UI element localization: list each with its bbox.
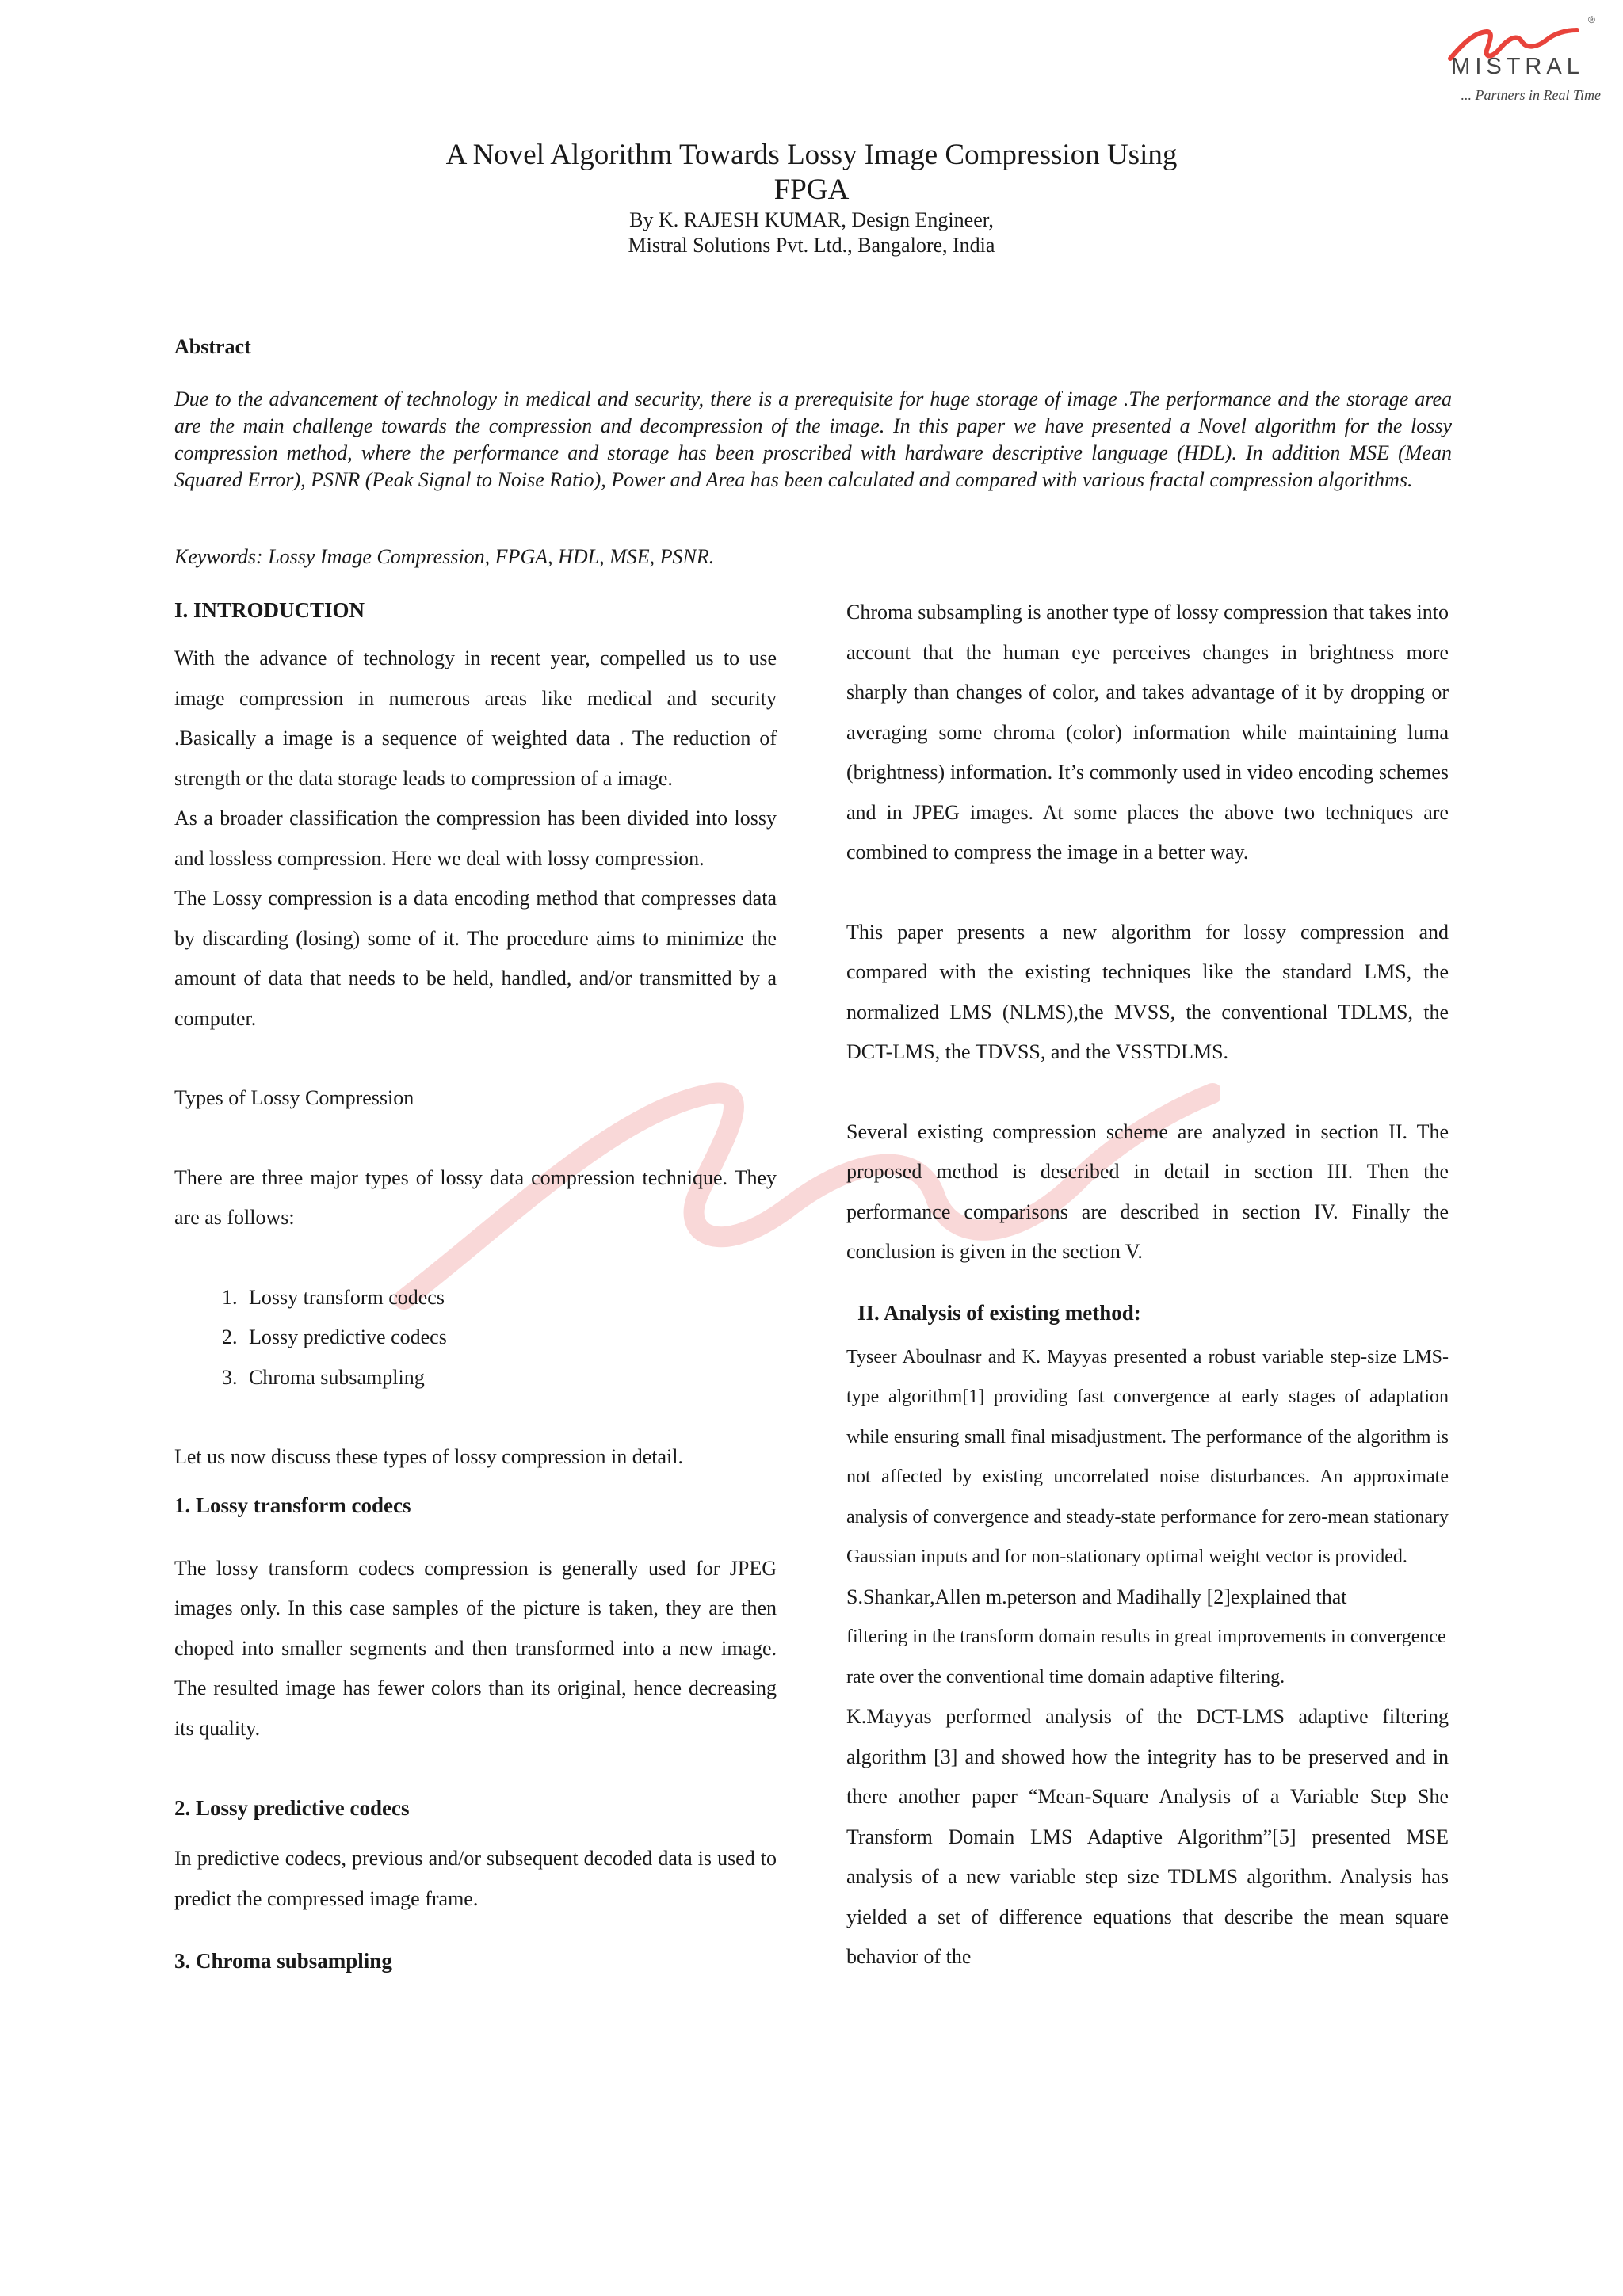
types-heading: Types of Lossy Compression bbox=[174, 1086, 414, 1109]
analysis-paragraph-2-body: filtering in the transform domain results in great improvements in convergence rate over the conventional time domain adaptive filtering. bbox=[846, 1627, 1446, 1688]
analysis-paragraph-1: Tyseer Aboulnasr and K. Mayyas presented a robust variable step-size LMS-type algorithm[1] providing fast convergence at early stages of adaptation while ensuring small final misadjustment. The performance of the algorithm is not affected by existing uncorrelated noise disturbances. An approximate analysis of convergence and steady-state performance for zero-mean stationary Gaussian inputs and for non-stationary optimal weight vector is provided. bbox=[846, 1346, 1449, 1567]
analysis-heading: II. Analysis of existing method: bbox=[857, 1300, 1141, 1325]
analysis-paragraph-3: K.Mayyas performed analysis of the DCT-LMS adaptive filtering algorithm [3] and showed how the integrity has to be preserved and in there another paper “Mean-Square Analysis of a Variable Step She Transform Domain LMS Adaptive Algorithm”[5] presented MSE analysis of a new variable step size TDLMS algorithm. Analysis has yielded a set of difference equations that describe the mean square behavior of the bbox=[846, 1705, 1449, 1968]
section-3-heading: 3. Chroma subsampling bbox=[174, 1949, 392, 1973]
intro-paragraph-3: The Lossy compression is a data encoding method that compresses data by discarding (losing) some of it. The procedure aims to minimize the amount of data that needs to be held, handled, and/or transmitted by a computer. bbox=[174, 887, 777, 1030]
abstract-heading: Abstract bbox=[174, 335, 251, 358]
keywords: Keywords: Lossy Image Compression, FPGA, HDL, MSE, PSNR. bbox=[174, 545, 715, 568]
types-list bbox=[174, 1278, 777, 1398]
registered-mark: ® bbox=[1588, 14, 1595, 25]
discuss-line: Let us now discuss these types of lossy compression in detail. bbox=[174, 1445, 683, 1468]
brand-name: MISTRAL bbox=[1451, 54, 1584, 79]
left-column bbox=[174, 593, 777, 1981]
analysis-paragraph-2-lead: S.Shankar,Allen m.peterson and Madihally [2]explained that bbox=[846, 1585, 1347, 1608]
right-column bbox=[846, 593, 1449, 1978]
section-2-heading: 2. Lossy predictive codecs bbox=[174, 1796, 410, 1820]
types-paragraph: There are three major types of lossy data compression technique. They are as follows: bbox=[174, 1165, 777, 1229]
intro-heading: I. INTRODUCTION bbox=[174, 598, 365, 622]
affiliation-line: Mistral Solutions Pvt. Ltd., Bangalore, India bbox=[628, 234, 995, 257]
section-1-heading: 1. Lossy transform codecs bbox=[174, 1493, 411, 1517]
paper-title-line-2: FPGA bbox=[773, 174, 850, 206]
intro-paragraph-1: With the advance of technology in recent year, compelled us to use image compression in numerous areas like medical and security .Basically a image is a sequence of weighted data . The reduction of strength or the data storage leads to compression of a image. bbox=[174, 646, 777, 790]
abstract-body: Due to the advancement of technology in medical and security, there is a prerequisite for huge storage of image .The performance and the storage area are the main challenge towards the compression and decompression of the image. In this paper we have presented a Novel algorithm for the lossy compression method, where the performance and storage has been proscribed with hardware descriptive language (HDL). In addition MSE (Mean Squared Error), PSNR (Peak Signal to Noise Ratio), Power and Area has been calculated and compared with various fractal compression algorithms. bbox=[174, 387, 1452, 491]
brand-tagline: ... Partners in Real Time bbox=[1461, 87, 1601, 103]
author-line: By K. RAJESH KUMAR, Design Engineer, bbox=[629, 208, 994, 231]
section-1-body: The lossy transform codecs compression is generally used for JPEG images only. In this case samples of the picture is taken, they are then choped into smaller segments and then transformed into a new image. The resulted image has fewer colors than its original, hence decreasing its quality. bbox=[174, 1556, 777, 1740]
list-item: 2. Lossy predictive codecs bbox=[242, 1318, 777, 1358]
list-item: 1. Lossy transform codecs bbox=[242, 1278, 777, 1318]
intro-paragraph-2: As a broader classification the compression has been divided into lossy and lossless compression. Here we deal with lossy compression. bbox=[174, 807, 777, 870]
sections-paragraph: Several existing compression scheme are analyzed in section II. The proposed method is described in detail in section III. Then the performance comparisons are described in section IV. Finally the conclusion is given in the section V. bbox=[846, 1119, 1449, 1263]
paper-overview-paragraph: This paper presents a new algorithm for lossy compression and compared with the existing techniques like the standard LMS, the normalized LMS (NLMS),the MVSS, the conventional TDLMS, the DCT-LMS, the TDVSS, and the VSSTDLMS. bbox=[846, 920, 1449, 1063]
list-item: 3. Chroma subsampling bbox=[242, 1358, 777, 1398]
chroma-paragraph: Chroma subsampling is another type of lossy compression that takes into account that the human eye perceives changes in brightness more sharply than changes of color, and takes advantage of it by dropping or averaging some chroma (color) information while maintaining luma (brightness) information. It’s commonly used in video encoding schemes and in JPEG images. At some places the above two techniques are combined to compress the image in a better way. bbox=[846, 601, 1449, 864]
paper-title-line-1: A Novel Algorithm Towards Lossy Image Compression Using bbox=[445, 139, 1178, 171]
section-2-body: In predictive codecs, previous and/or subsequent decoded data is used to predict the compressed image frame. bbox=[174, 1847, 777, 1910]
